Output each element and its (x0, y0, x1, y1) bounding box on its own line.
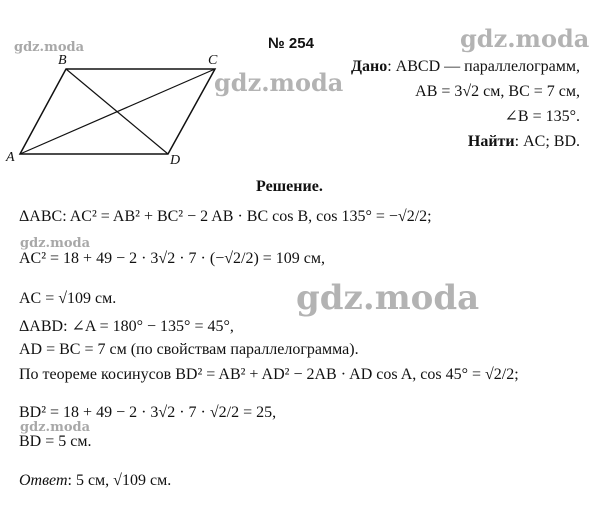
given-text-1: ABCD — параллелограмм, (395, 58, 580, 75)
solution-line-4: ΔABD: ∠A = 180° − 135° = 45°, (19, 318, 234, 335)
given-block: Дано: ABCD — параллелограмм, AB = 3√2 см, BC = 7 см, ∠B = 135°. Найти: AC; BD. (351, 54, 580, 154)
watermark: gdz.moda (20, 420, 91, 435)
watermark: gdz.moda (460, 24, 590, 53)
find-label: Найти (467, 133, 515, 150)
vertex-a-label: A (6, 150, 15, 165)
vertex-c-label: C (208, 53, 218, 68)
vertex-b-label: B (58, 53, 67, 68)
given-line-2: AB = 3√2 см, BC = 7 см, (415, 83, 580, 100)
given-line-3: ∠B = 135°. (504, 108, 580, 125)
watermark: gdz.moda (14, 40, 85, 55)
answer-label: Ответ (19, 472, 68, 489)
solution-title: Решение. (256, 178, 323, 195)
solution-line-8: BD = 5 см. (19, 433, 92, 450)
solution-line-5: AD = BC = 7 см (по свойствам параллелограмма). (19, 341, 359, 358)
watermark: gdz.moda (20, 236, 91, 251)
solution-line-1: ΔABC: AC² = AB² + BC² − 2 AB · BC cos B, cos 135° = −√2/2; (19, 208, 432, 225)
watermark: gdz.moda (296, 278, 480, 318)
vertex-d-label: D (170, 153, 181, 167)
problem-number: № 254 (268, 35, 314, 52)
find-text: AC; BD. (523, 133, 580, 150)
watermark: gdz.moda (214, 68, 344, 97)
given-line-1: Дано: ABCD — параллелограмм, (350, 58, 580, 75)
diagonal-bd (66, 69, 168, 154)
answer-text: 5 см, √109 см. (75, 472, 172, 489)
solution-line-2: AC² = 18 + 49 − 2 · 3√2 · 7 · (−√2/2) = 109 см, (19, 250, 326, 267)
answer-line: Ответ: 5 см, √109 см. (19, 472, 172, 489)
solution-line-7: BD² = 18 + 49 − 2 · 3√2 · 7 · √2/2 = 25, (19, 404, 277, 421)
solution-line-6: По теореме косинусов BD² = AB² + AD² − 2AB · AD cos A, cos 45° = √2/2; (19, 366, 519, 383)
parallelogram-figure (0, 52, 230, 167)
solution-line-3: AC = √109 см. (19, 290, 117, 307)
given-label: Дано (350, 58, 388, 75)
